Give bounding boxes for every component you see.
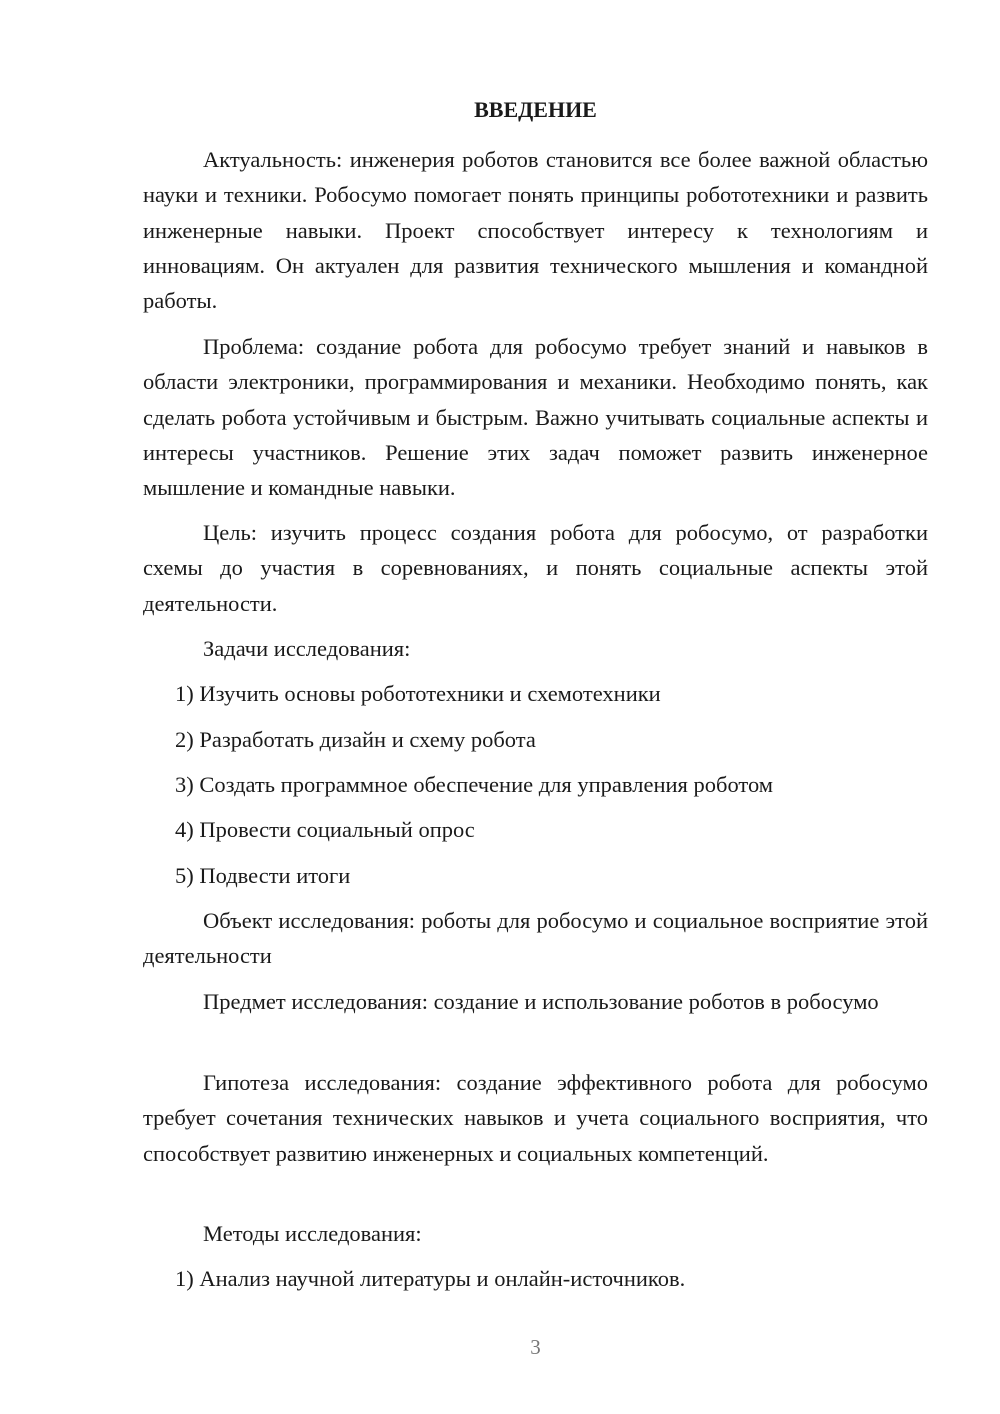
object-paragraph: Объект исследования: роботы для робосумо и социальное восприятие этой деятельности (143, 908, 928, 969)
task-item: 3) Создать программное обеспечение для управления роботом (175, 772, 774, 797)
subject-paragraph: Предмет исследования: создание и использование роботов в робосумо (203, 989, 879, 1014)
document-page (143, 0, 928, 1414)
problem-paragraph: Проблема: создание робота для робосумо требует знаний и навыков в области электроники, программирования и механики. Необходимо понять, как сделать робота устойчивым и быстрым. Важно учитывать социальные аспекты и интересы участников. Решение этих задач поможет развить инженерное мышление и командные навыки. (143, 334, 928, 501)
goal-paragraph: Цель: изучить процесс создания робота для робосумо, от разработки схемы до участия в соревнованиях, и понять социальные аспекты этой деятельности. (143, 520, 928, 616)
page-number: 3 (530, 1335, 541, 1359)
methods-heading: Методы исследования: (203, 1221, 422, 1246)
hypothesis-paragraph: Гипотеза исследования: создание эффективного робота для робосумо требует сочетания технических навыков и учета социального восприятия, что способствует развитию инженерных и социальных компетенций. (143, 1070, 928, 1166)
relevance-paragraph: Актуальность: инженерия роботов становится все более важной областью науки и техники. Робосумо помогает понять принципы робототехники и развить инженерные навыки. Проект способствует интересу к технологиям и инновациям. Он актуален для развития технического мышления и командной работы. (143, 147, 928, 314)
method-item: 1) Анализ научной литературы и онлайн-источников. (175, 1266, 686, 1291)
task-item: 5) Подвести итоги (175, 863, 351, 888)
task-item: 1) Изучить основы робототехники и схемотехники (175, 681, 661, 706)
section-title: ВВЕДЕНИЕ (474, 97, 597, 122)
tasks-heading: Задачи исследования: (203, 636, 411, 661)
task-item: 2) Разработать дизайн и схему робота (175, 727, 536, 752)
task-item: 4) Провести социальный опрос (175, 817, 475, 842)
